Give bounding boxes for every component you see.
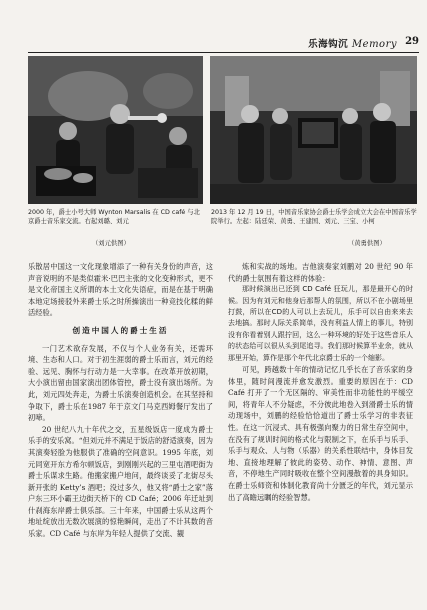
header-title-cn: 乐海钩沉 <box>308 39 349 50</box>
photo-right-image <box>210 56 417 204</box>
block-quote <box>228 284 413 364</box>
body-column-right <box>228 261 413 503</box>
photo-right-caption: 2013 年 12 月 19 日，中国音乐家协会爵士乐学会成立大会在中国音乐学院举行。左起：陆廷荣、黄勇、王建国、刘元、三宝、小柯 <box>211 209 417 225</box>
body-paragraph: 可见，跨越数十年的情动记忆几乎长在了音乐家的身体里，随时间漫流并愈发激烈。重要的原因在于：CD Café 打开了一个无区隔的、审美性而非功能性的平缓空间，将青年人不分疑虑，不分彼此地卷入到滑爵士乐的情动现场中，刘鹏的经验恰恰道出了爵士乐学习的非表征性。在这一沉浸式、具有极强向聚力的日常生存空间中，在没有了规训时间的格式化与限制之下，在乐手与乐手、乐手与观众、人与物（乐器）的关系性联结中，身体目发地、直接地理解了彼此的姿势、动作、神情、意图、声音，不停地生产同时吸收在整个空间漫散着的具身知识。在爵士乐师资和体制化教育尚十分匮乏的年代，刘元显示出了高瞻远瞩的经验智慧。 <box>228 365 413 502</box>
body-paragraph: 20 世纪八九十年代之交，五星级饭店一度成为爵士乐手的安乐窝。“但刘元并不满足于饭店的舒适演奏，因为其演奏轻脸为他服供了准确的空间意识。1995 年底，刘元同宽开东方希尔顿饭店，到刚刚兴起的三里屯酒吧街为爵士乐谋求生路。他搬家搬户地问，最终谈妥了北街尽头新开张的 Ketty’s 酒吧；没过多久，他又将“爵士之家”落户东三环小霸王边街天桥下的 CD Café；2006 年迁址到什刹海东岸爵士俱乐部。三十年来，中国爵士乐从这两个地址绽放出无数次展演的惊艳瞬间，走出了不计其数的音乐家。CD Café 与东岸为年轻人提供了交流、観 <box>28 424 213 539</box>
photo-left-credit: （刘元供图） <box>92 240 130 247</box>
body-paragraph: 乐散居中国这一文化现象增添了一种有关身份的声音，这声音说明的不是类似霍米·巴巴主张的文化变种形式，更不是文化帝国主义所谓的本土文化失语症，而是在基于明确本地定场接驳外来爵士乐之时所操演出一种竞技化糅的鲜活经验。 <box>28 262 213 318</box>
photo-right <box>210 56 417 204</box>
photo-right-credit: （黄勇供图） <box>348 240 386 247</box>
quote-text: 那时候演出已还到 CD Café 狂玩儿，那是最开心的时候。因为有刘元和他身后那帮人的氛围，所以不在小剧场里打鼓，所以在CD的人可以上去玩儿，乐手可以自由来来去去地搞。那时人际关系简单，没有利益人情上的事儿，特别没有你看着别人跟拧回，这么一种环境的好处于这些音乐人的状态给可以很从头到尾追寻。我们那时候算半业余，就从那里开始，算作是那个年代北京爵士乐的一个缩影。 <box>228 285 413 362</box>
running-header-title <box>308 36 397 50</box>
body-paragraph: 炼和实战的场地。吉他演奏家刘鹏对 20 世纪 90 年代的爵士氛围有着这样的体验： <box>228 262 413 283</box>
header-title-latin: Memory <box>351 39 397 50</box>
page-number: 29 <box>405 36 419 47</box>
photo-left-image <box>28 56 203 204</box>
body-paragraph: 一门艺术欲存发展，不仅与个人业务有关，还需环境、生态和人口。对于初生涯弱的爵士乐而言，刘元的经验、远见、胸怀与行动力是一大幸事。在改革开放初期，大小演出留由国家演出团体管控，爵士没有演出场所。为此，刘元四处奔走，为爵士乐演奏创造机会。在其坚持和争取下，爵士乐在1987 年于京文门马克西姆餐厅发出了初啼。 <box>28 343 213 423</box>
body-column-left <box>28 261 213 540</box>
section-title: 创造中国人的爵士生活 <box>72 325 169 335</box>
photo-left <box>28 56 203 204</box>
header-rule <box>28 52 419 53</box>
photo-left-caption: 2000 年，爵士小号大师 Wynton Marsalis 在 CD café 与北京爵士音乐家交流。右起刘璐、刘元 <box>28 209 200 225</box>
